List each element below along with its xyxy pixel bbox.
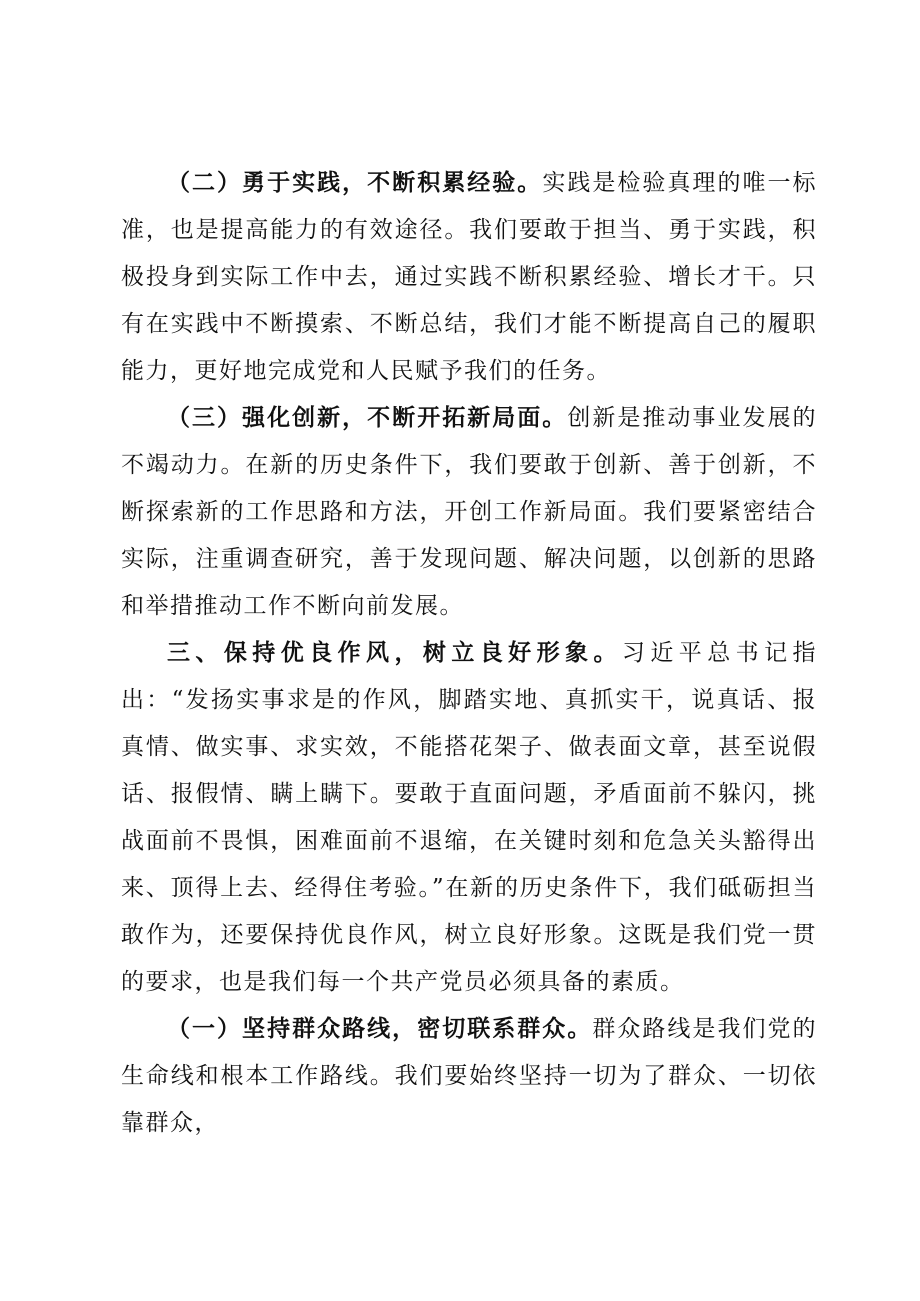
paragraph-text: 群众路线是我们党的生命线和根本工作路线。我们要始终坚持一切为了群众、一切依靠群众， bbox=[121, 1016, 818, 1136]
section-heading: 三、保持优良作风，树立良好形象。 bbox=[167, 640, 622, 666]
paragraph-mass-line bbox=[121, 1006, 817, 1147]
paragraph-practice bbox=[121, 160, 817, 395]
paragraph-work-style bbox=[121, 630, 817, 1006]
document-body bbox=[121, 160, 817, 1147]
paragraph-text: 创新是推动事业发展的不竭动力。在新的历史条件下，我们要敢于创新、善于创新，不断探索新的工作思路和方法，开创工作新局面。我们要紧密结合实际，注重调查研究，善于发现问题、解决问题，以创新的思路和举措推动工作不断向前发展。 bbox=[121, 405, 818, 619]
paragraph-heading: （一）坚持群众路线，密切联系群众。 bbox=[167, 1016, 593, 1042]
paragraph-text: 实践是检验真理的唯一标准，也是提高能力的有效途径。我们要敢于担当、勇于实践，积极投身到实际工作中去，通过实践不断积累经验、增长才干。只有在实践中不断摸索、不断总结，我们才能不断提高自己的履职能力，更好地完成党和人民赋予我们的任务。 bbox=[121, 170, 818, 384]
paragraph-heading: （三）强化创新，不断开拓新局面。 bbox=[167, 405, 568, 431]
paragraph-text: 习近平总书记指出：“发扬实事求是的作风，脚踏实地、真抓实干，说真话、报真情、做实事、求实效，不能搭花架子、做表面文章，甚至说假话、报假情、瞒上瞒下。要敢于直面问题，矛盾面前不躲闪，挑战面前不畏惧，困难面前不退缩，在关键时刻和危急关头豁得出来、顶得上去、经得住考验。”在新的历史条件下，我们砥砺担当敢作为，还要保持优良作风，树立良好形象。这既是我们党一贯的要求，也是我们每一个共产党员必须具备的素质。 bbox=[121, 640, 818, 995]
paragraph-innovation bbox=[121, 395, 817, 630]
paragraph-heading: （二）勇于实践，不断积累经验。 bbox=[167, 170, 543, 196]
